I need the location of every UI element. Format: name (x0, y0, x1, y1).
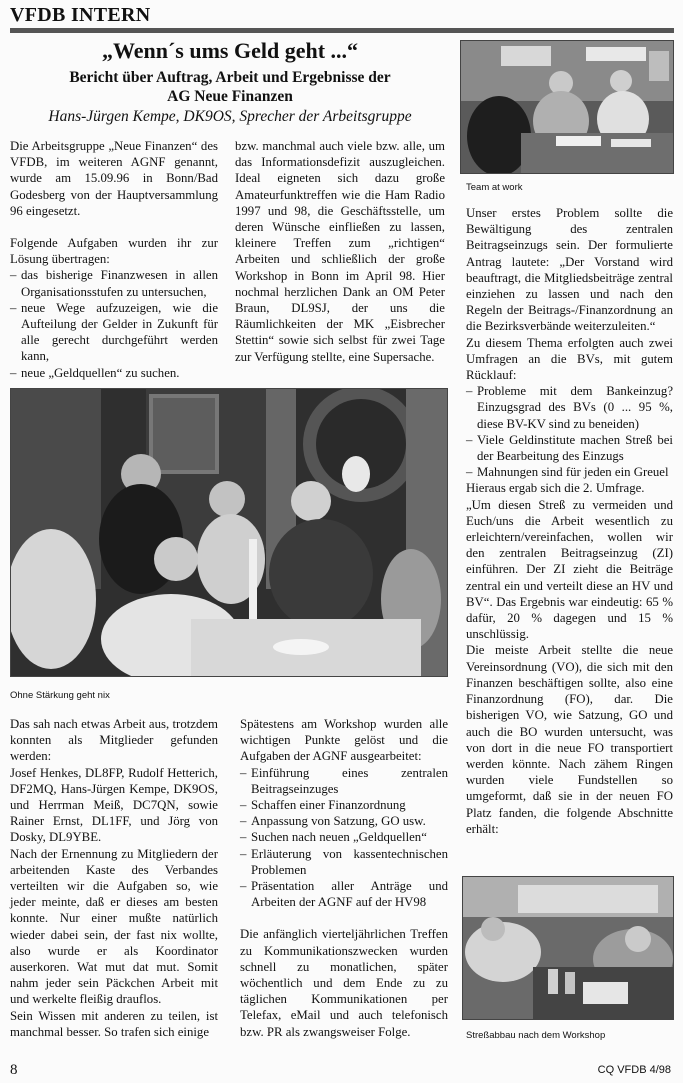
list-item: – Viele Geldinstitute machen Streß bei der Bearbeitung des Einzugs (466, 432, 673, 464)
paragraph: Josef Henkes, DL8FP, Rudolf Hetterich, DF2MQ, Hans-Jürgen Kempe, DK9OS, und Herrman Meiß, DC7QN, sowie Rainer Ernst, DL1FF, und Jörg von Dosky, DL9YBE. (10, 765, 218, 845)
paragraph: Die anfänglich vierteljährlichen Treffen zu Kommunikationszwecken wurden schnell zu monatlichen, später wöchentlich und dem Ende zu zu täglichen Kommunikationen per Telefax, eMail und auch telefonisch bzw. PR als zwangsweiser Folge. (240, 927, 448, 1039)
column-1 (10, 138, 218, 381)
survey-list (466, 383, 673, 480)
article-author: Hans-Jürgen Kempe, DK9OS, Sprecher der Arbeitsgruppe (48, 108, 412, 125)
caption-main: Ohne Stärkung geht nix (10, 690, 110, 701)
paragraph: Hieraus ergab sich die 2. Umfrage. (466, 481, 645, 496)
paragraph: Die Arbeitsgruppe „Neue Finanzen“ des VFDB, im weiteren AGNF genannt, wurde am 15.09.96 in Bonn/Bad Godesberg von der Hauptversammlung 96 eingesetzt. (10, 139, 218, 218)
caption-team: Team at work (466, 182, 523, 193)
photo-main (10, 388, 448, 677)
paragraph: „Um diesen Streß zu vermeiden und Euch/uns die Arbeit wesentlich zu erleichtern/vereinfachen, wollen wir den zentralen Beitragseinzug (ZI) einführen. Der ZI zieht die Beiträge zentral ein und verteilt diese an HV und BV“. Das Ergebnis war eindeutig: 65 % dafür, 20 % dagegen und 15 % unschlüssig. (466, 497, 673, 642)
column-2 (235, 138, 445, 365)
list-item: – Erläuterung von kassentechnischen Problemen (240, 846, 448, 878)
list-item: – Schaffen einer Finanzordnung (240, 797, 448, 813)
photo-main-image (11, 389, 447, 676)
subtitle-line-1: Bericht über Auftrag, Arbeit und Ergebnisse der (69, 69, 391, 86)
paragraph: Unser erstes Problem sollte die Bewältigung des zentralen Beitragseinzugs sein. Der formulierte Antrag lautete: „Der Vorstand wird beauftragt, die Mitgliedsbeiträge zentral einziehen zu lassen und nach den Regeln der Beitrags-/Finanzordnung an die Bezirksverbände weiterzuleiten.“ (466, 206, 673, 334)
task-list (10, 267, 218, 380)
issue-label: CQ VFDB 4/98 (597, 1064, 671, 1076)
subtitle-line-2: AG Neue Finanzen (167, 88, 293, 105)
list-item: – neue „Geldquellen“ zu suchen. (10, 365, 218, 381)
photo-team-at-work (460, 40, 674, 174)
list-item: – Suchen nach neuen „Geldquellen“ (240, 829, 448, 845)
list-item: – neue Wege aufzuzeigen, wie die Aufteilung der Gelder in Zukunft für alle gerecht durchgeführt werden kann, (10, 300, 218, 365)
photo-stress-relief (462, 876, 674, 1020)
list-item: – Präsentation aller Anträge und Arbeiten der AGNF auf der HV98 (240, 878, 448, 910)
list-item: – Probleme mit dem Bankeinzug? Einzugsgrad des BVs (0 ... 95 %, diese BV-KV sind zu beneiden) (466, 383, 673, 432)
paragraph: bzw. manchmal auch viele bzw. alle, um das Informationsdefizit auszugleichen. Ideal eigneten sich dazu große Amateurfunktreffen wie die Ham Radio 1997 und 98, die Geschäftsstelle, um deren Wünsche einfließen zu lassen, kleinere Treffen zum „richtigen“ Arbeiten und schließlich der große Workshop in Bonn im April 98. Hier nochmal herzlichen Dank an OM Peter Braun, DL9SJ, der uns die Räumlichkeiten der MK „Eisbrecher Stettin“ sowie sich selbst für zwei Tage zur Verfügung stellte, eine Supersache. (235, 139, 445, 364)
caption-stress-relief: Streßabbau nach dem Workshop (466, 1030, 606, 1041)
paragraph: Spätestens am Workshop wurden alle wichtigen Punkte gelöst und die Aufgaben der AGNF ausgearbeitet: (240, 717, 448, 764)
section-header: VFDB INTERN (10, 4, 151, 26)
page-number: 8 (10, 1062, 18, 1078)
bottom-column-1 (10, 716, 218, 1040)
article-title: „Wenn´s ums Geld geht ...“ (101, 38, 359, 63)
bottom-column-2 (240, 716, 448, 1040)
list-item: – Anpassung von Satzung, GO usw. (240, 813, 448, 829)
paragraph: Die meiste Arbeit stellte die neue Vereinsordnung (VO), die sich mit den Finanzen beschäftigen sollte, also eine Finanzordnung (FO), dar. Die bisherigen VO, wie Satzung, GO und auch die BO wurden untersucht, was von dort in die neue FO transportiert werden könnte. Nach zähem Ringen wurden viele Fundstellen so umgeformt, daß sie in der neuen FO Platz fanden, die folgende Abschnitte erhält: (466, 643, 673, 836)
header-rule (10, 28, 674, 33)
paragraph: Nach der Ernennung zu Mitgliedern der arbeitenden Kaste des Verbandes verteilten wir die Aufgaben so, wie jeder meinte, daß er dieses am besten konnte. Nur einer mußte natürlich wieder dabei sein, der fast nix wollte, also wurde er als Koordinator auserkoren. Wat mut dat mut. Somit nahm jeder sein Päckchen Arbeit mit und werkelte fleißig drauflos. (10, 846, 218, 1007)
list-item: – das bisherige Finanzwesen in allen Organisationsstufen zu untersuchen, (10, 267, 218, 299)
paragraph: Das sah nach etwas Arbeit aus, trotzdem konnten als Mitglieder gefunden werden: (10, 717, 218, 764)
list-item: – Mahnungen sind für jeden ein Greuel (466, 464, 673, 480)
agnf-task-list (240, 765, 448, 911)
list-item: – Einführung eines zentralen Beitragseinzuges (240, 765, 448, 797)
photo-team-image (461, 41, 673, 173)
photo-stress-relief-image (463, 877, 673, 1019)
paragraph: Zu diesem Thema erfolgten auch zwei Umfragen an die BVs, mit gutem Rücklauf: (466, 335, 673, 383)
article-subtitle (20, 68, 440, 106)
paragraph: Sein Wissen mit anderen zu teilen, ist manchmal besser. So trafen sich einige (10, 1008, 218, 1039)
column-3 (466, 205, 673, 837)
paragraph: Folgende Aufgaben wurden ihr zur Lösung übertragen: (10, 236, 218, 267)
